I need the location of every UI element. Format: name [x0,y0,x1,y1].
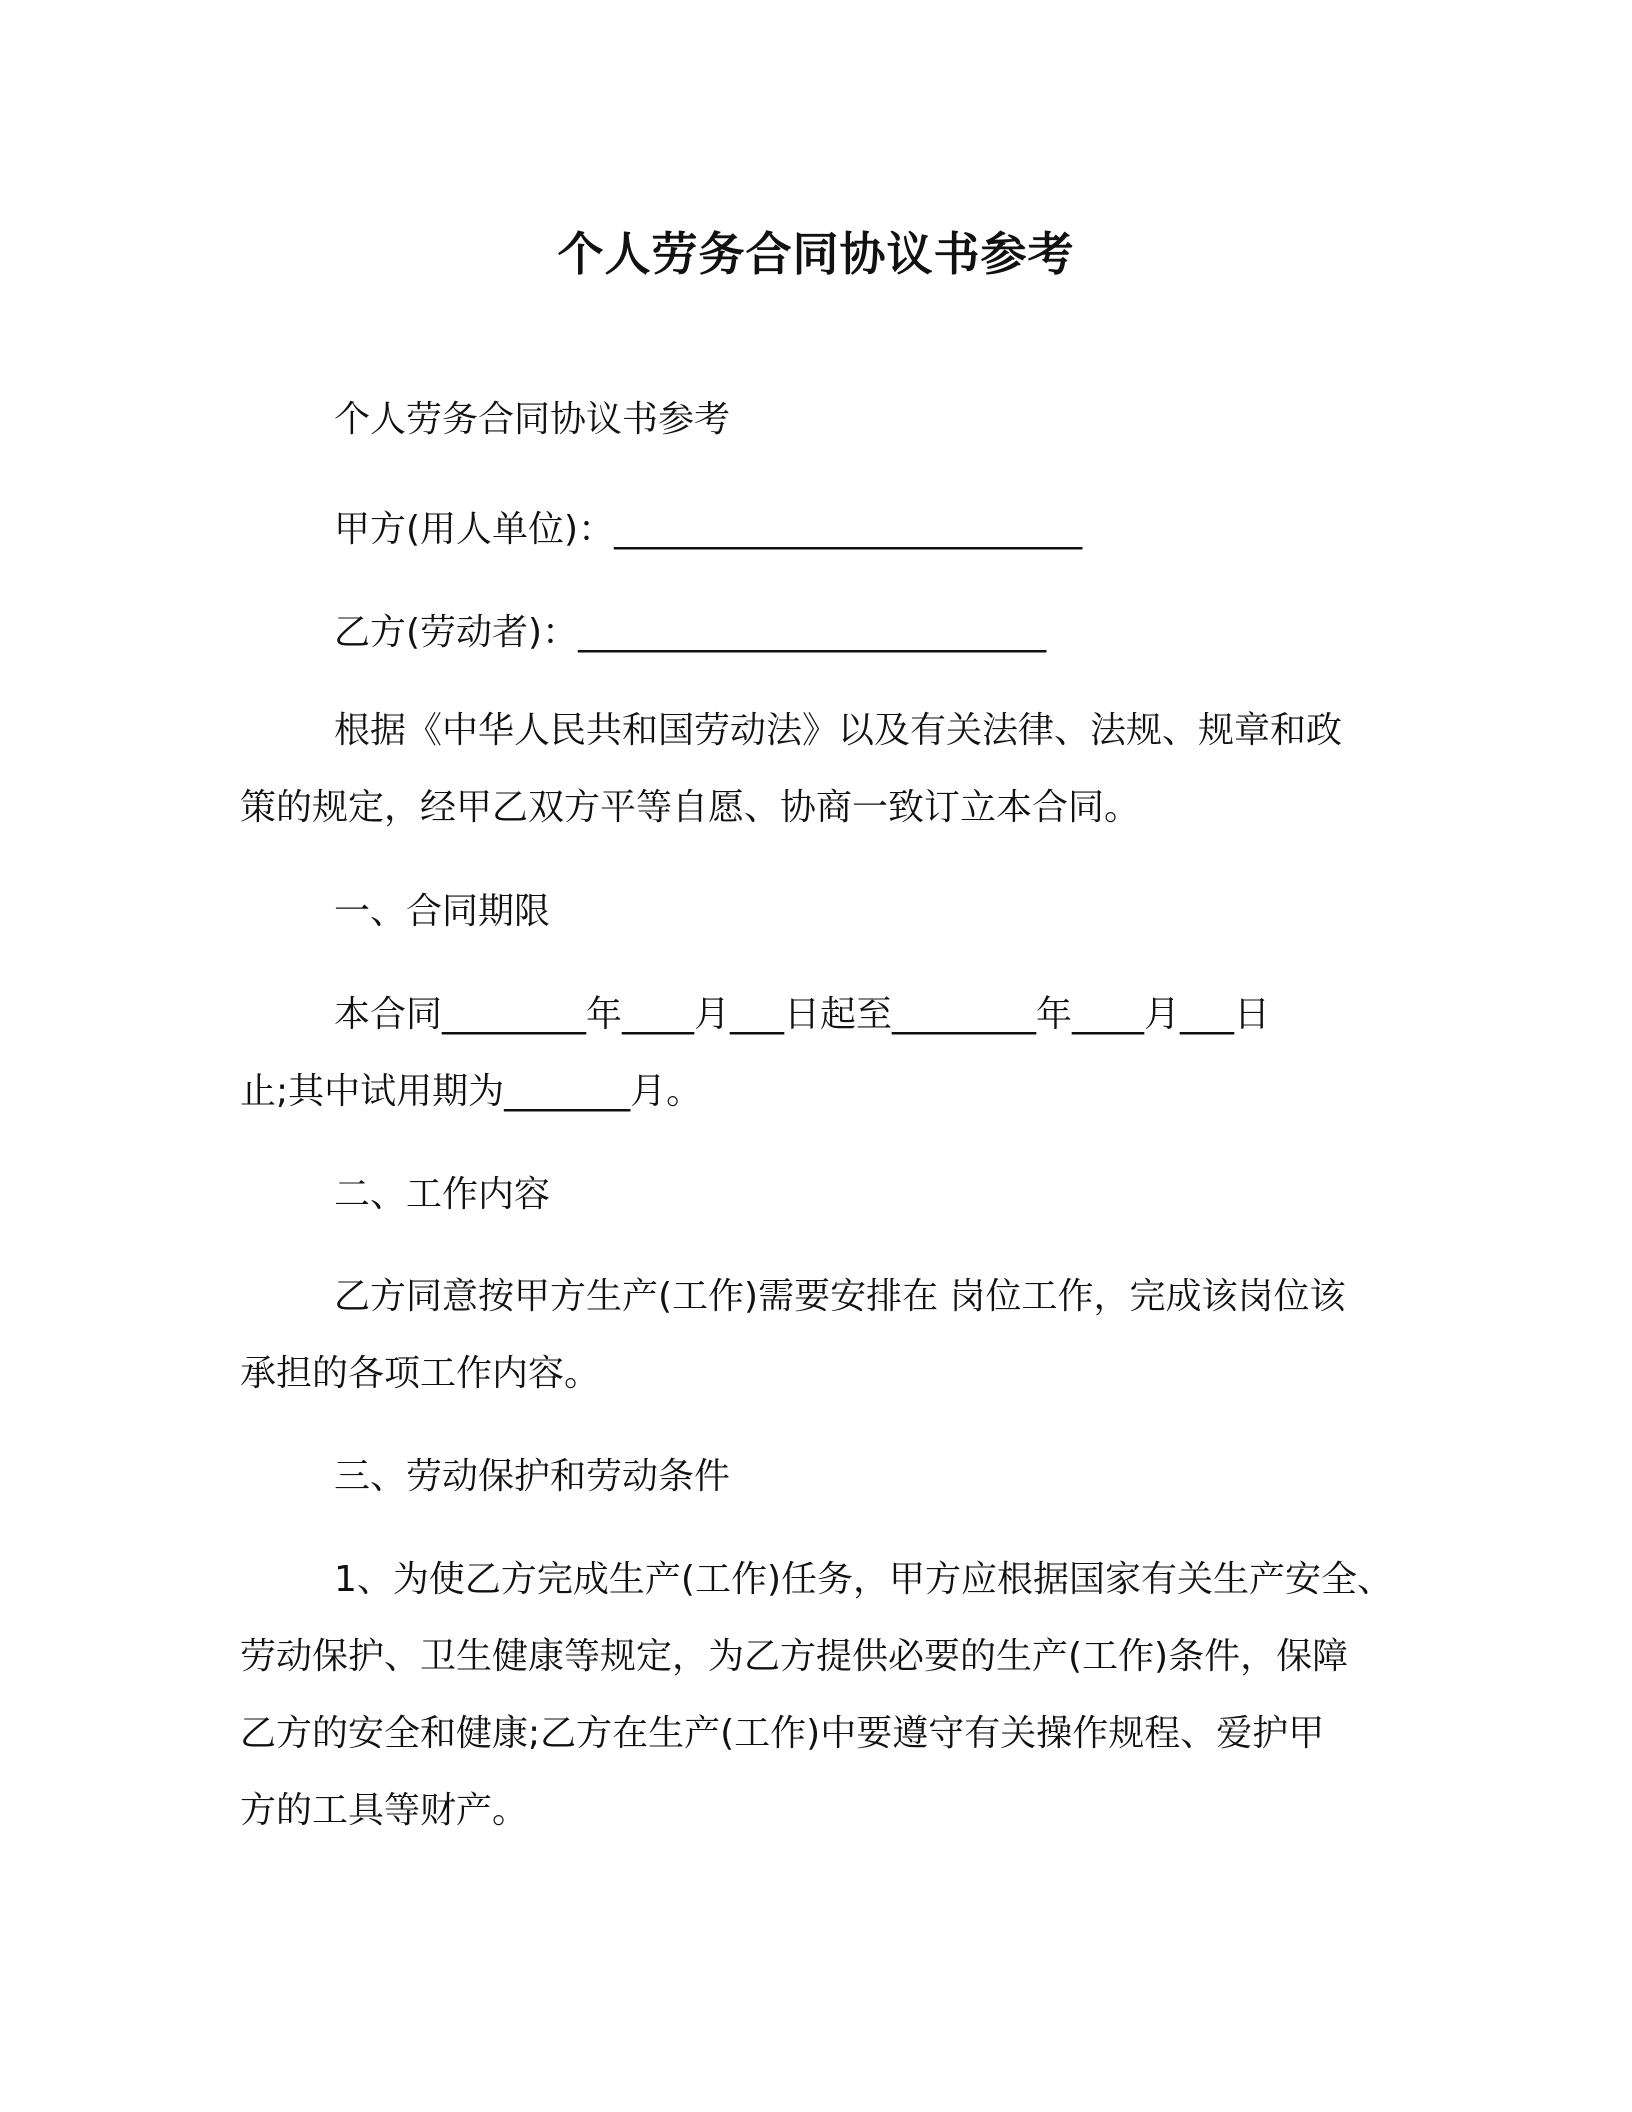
party-a-line: 甲方(用人单位)：__________________________ [334,509,1083,550]
section-3-heading: 三、劳动保护和劳动条件 [334,1456,731,1497]
section-2-paragraph-line-2: 承担的各项工作内容。 [240,1353,601,1394]
section-1-heading: 一、合同期限 [334,891,551,932]
document-title: 个人劳务合同协议书参考 [557,227,1075,281]
intro-paragraph-line-1: 根据《中华人民共和国劳动法》以及有关法律、法规、规章和政 [334,710,1343,751]
section-3-paragraph-line-2: 劳动保护、卫生健康等规定，为乙方提供必要的生产(工作)条件，保障 [240,1636,1349,1677]
party-b-line: 乙方(劳动者)：__________________________ [334,612,1047,653]
section-2-heading: 二、工作内容 [334,1174,551,1215]
section-1-paragraph-line-2: 止;其中试用期为_______月。 [240,1071,703,1112]
section-2-paragraph-line-1: 乙方同意按甲方生产(工作)需要安排在 岗位工作，完成该岗位该 [334,1276,1346,1317]
section-3-paragraph-line-1: 1、为使乙方完成生产(工作)任务，甲方应根据国家有关生产安全、 [334,1559,1393,1600]
intro-paragraph-line-2: 策的规定，经甲乙双方平等自愿、协商一致订立本合同。 [240,787,1141,828]
section-3-paragraph-line-4: 方的工具等财产。 [240,1790,529,1831]
subtitle: 个人劳务合同协议书参考 [334,399,731,440]
section-1-paragraph-line-1: 本合同________年____月___日起至________年____月___日 [334,994,1271,1035]
section-3-paragraph-line-3: 乙方的安全和健康;乙方在生产(工作)中要遵守有关操作规程、爱护甲 [240,1713,1325,1754]
